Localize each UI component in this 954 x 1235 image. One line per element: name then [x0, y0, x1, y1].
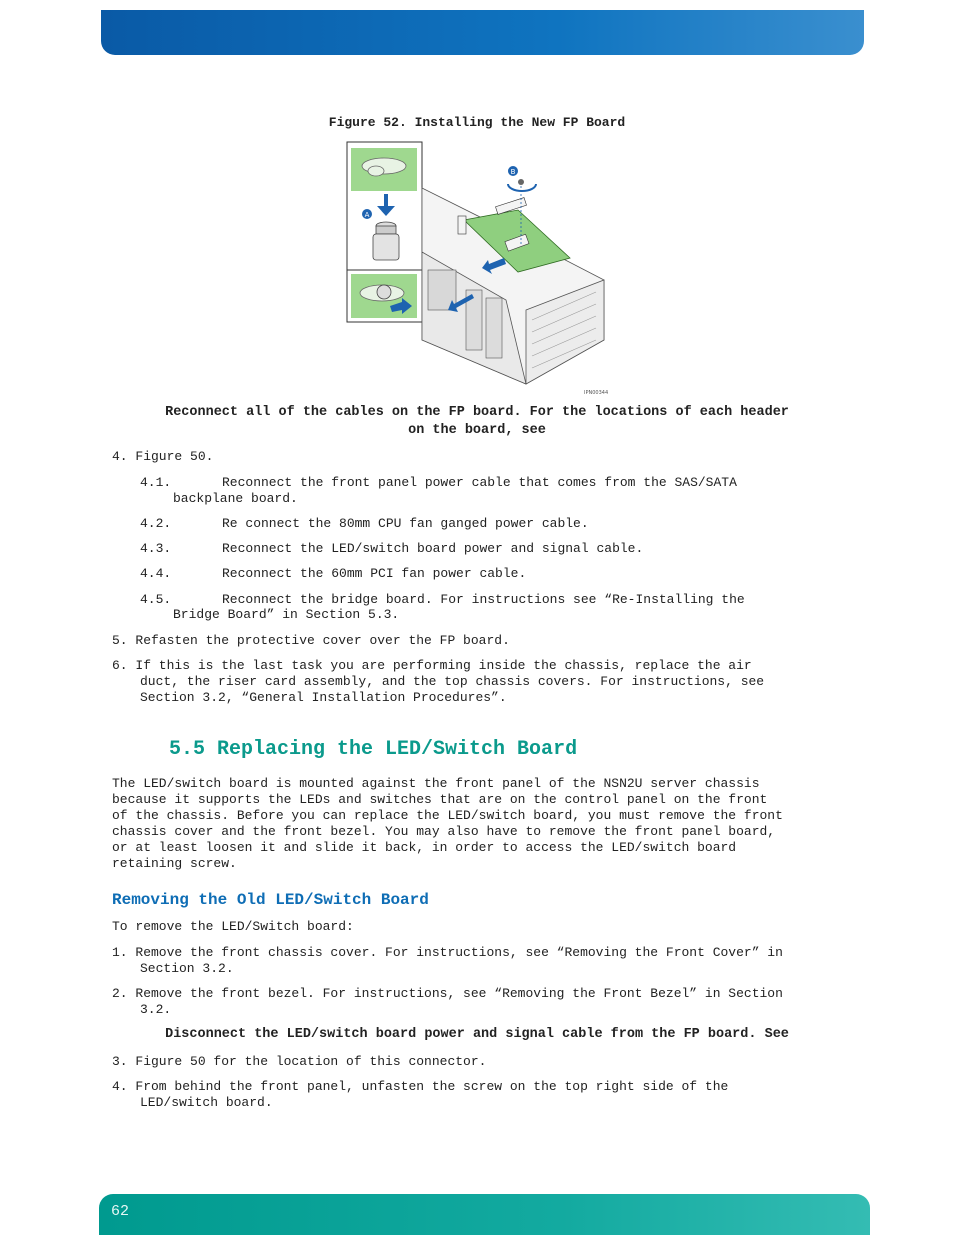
list-item-6-line2: duct, the riser card assembly, and the top chassis covers. For instructions, see	[140, 674, 765, 689]
list-item-4-5-line1: Reconnect the bridge board. For instructions see “Re-Installing the	[222, 592, 745, 607]
para-line: of the chassis. Before you can replace the LED/switch board, you must remove the front	[112, 808, 783, 823]
bold-disconnect-instruction: Disconnect the LED/switch board power and signal cable from the FP board. See	[165, 1027, 789, 1042]
list-item-4-1-line1: Reconnect the front panel power cable that comes from the SAS/SATA	[222, 475, 737, 490]
section-heading: 5.5 Replacing the LED/Switch Board	[169, 738, 578, 761]
screw-icon	[518, 179, 524, 185]
list-item-4-5-line2: Bridge Board” in Section 5.3.	[173, 607, 400, 622]
remove-step-4-line1: 4. From behind the front panel, unfasten the screw on the top right side of the	[112, 1079, 729, 1094]
remove-step-4-line2: LED/switch board.	[140, 1095, 273, 1110]
list-item-4-2-num: 4.2.	[140, 516, 172, 531]
standoff-icon	[373, 234, 399, 260]
rotate-arrow-icon	[508, 184, 536, 191]
list-item-4-1-num: 4.1.	[140, 475, 172, 490]
label-b: B	[510, 168, 516, 176]
list-item-4-3-num: 4.3.	[140, 541, 172, 556]
subsection-intro: To remove the LED/Switch board:	[112, 919, 354, 934]
para-line: or at least loosen it and slide it back, in order to access the LED/switch board	[112, 840, 737, 855]
footer-bar	[99, 1194, 870, 1235]
remove-step-1-line2: Section 3.2.	[140, 961, 234, 976]
list-item-6-line3: Section 3.2, “General Installation Procedures”.	[140, 690, 507, 705]
list-item-4-5-num: 4.5.	[140, 592, 172, 607]
figure-caption: Figure 52. Installing the New FP Board	[328, 115, 626, 130]
list-item-4-4: Reconnect the 60mm PCI fan power cable.	[222, 566, 527, 581]
list-item-5: 5. Refasten the protective cover over the FP board.	[112, 633, 510, 648]
remove-step-2-line1: 2. Remove the front bezel. For instructions, see “Removing the Front Bezel” in Section	[112, 986, 783, 1001]
list-item-4-3: Reconnect the LED/switch board power and signal cable.	[222, 541, 644, 556]
fp-board-diagram	[346, 140, 608, 400]
header-bar	[101, 10, 864, 55]
para-line: The LED/switch board is mounted against the front panel of the NSN2U server chassis	[112, 776, 760, 791]
remove-step-1-line1: 1. Remove the front chassis cover. For instructions, see “Removing the Front Cover” in	[112, 945, 783, 960]
remove-step-3: 3. Figure 50 for the location of this connector.	[112, 1054, 487, 1069]
bold-instruction-line2: on the board, see	[408, 423, 546, 438]
list-item-6-line1: 6. If this is the last task you are performing inside the chassis, replace the air	[112, 658, 752, 673]
bold-instruction-line1: Reconnect all of the cables on the FP board. For the locations of each header	[165, 405, 789, 420]
label-a: A	[364, 211, 370, 219]
list-item-4-1-line2: backplane board.	[173, 491, 298, 506]
subsection-heading: Removing the Old LED/Switch Board	[112, 891, 429, 909]
figure-fp-board-illustration	[346, 140, 608, 400]
list-item-4: 4. Figure 50.	[112, 449, 214, 464]
para-line: retaining screw.	[112, 856, 237, 871]
remove-step-2-line2: 3.2.	[140, 1002, 172, 1017]
para-line: chassis cover and the front bezel. You may also have to remove the front panel board,	[112, 824, 776, 839]
section-paragraph	[112, 776, 842, 872]
page-number: 62	[111, 1203, 130, 1220]
para-line: because it supports the LEDs and switches that are on the control panel on the front	[112, 792, 768, 807]
list-item-4-2: Re connect the 80mm CPU fan ganged power cable.	[222, 516, 589, 531]
figure-code: IPN00344	[584, 390, 608, 396]
list-item-4-4-num: 4.4.	[140, 566, 172, 581]
